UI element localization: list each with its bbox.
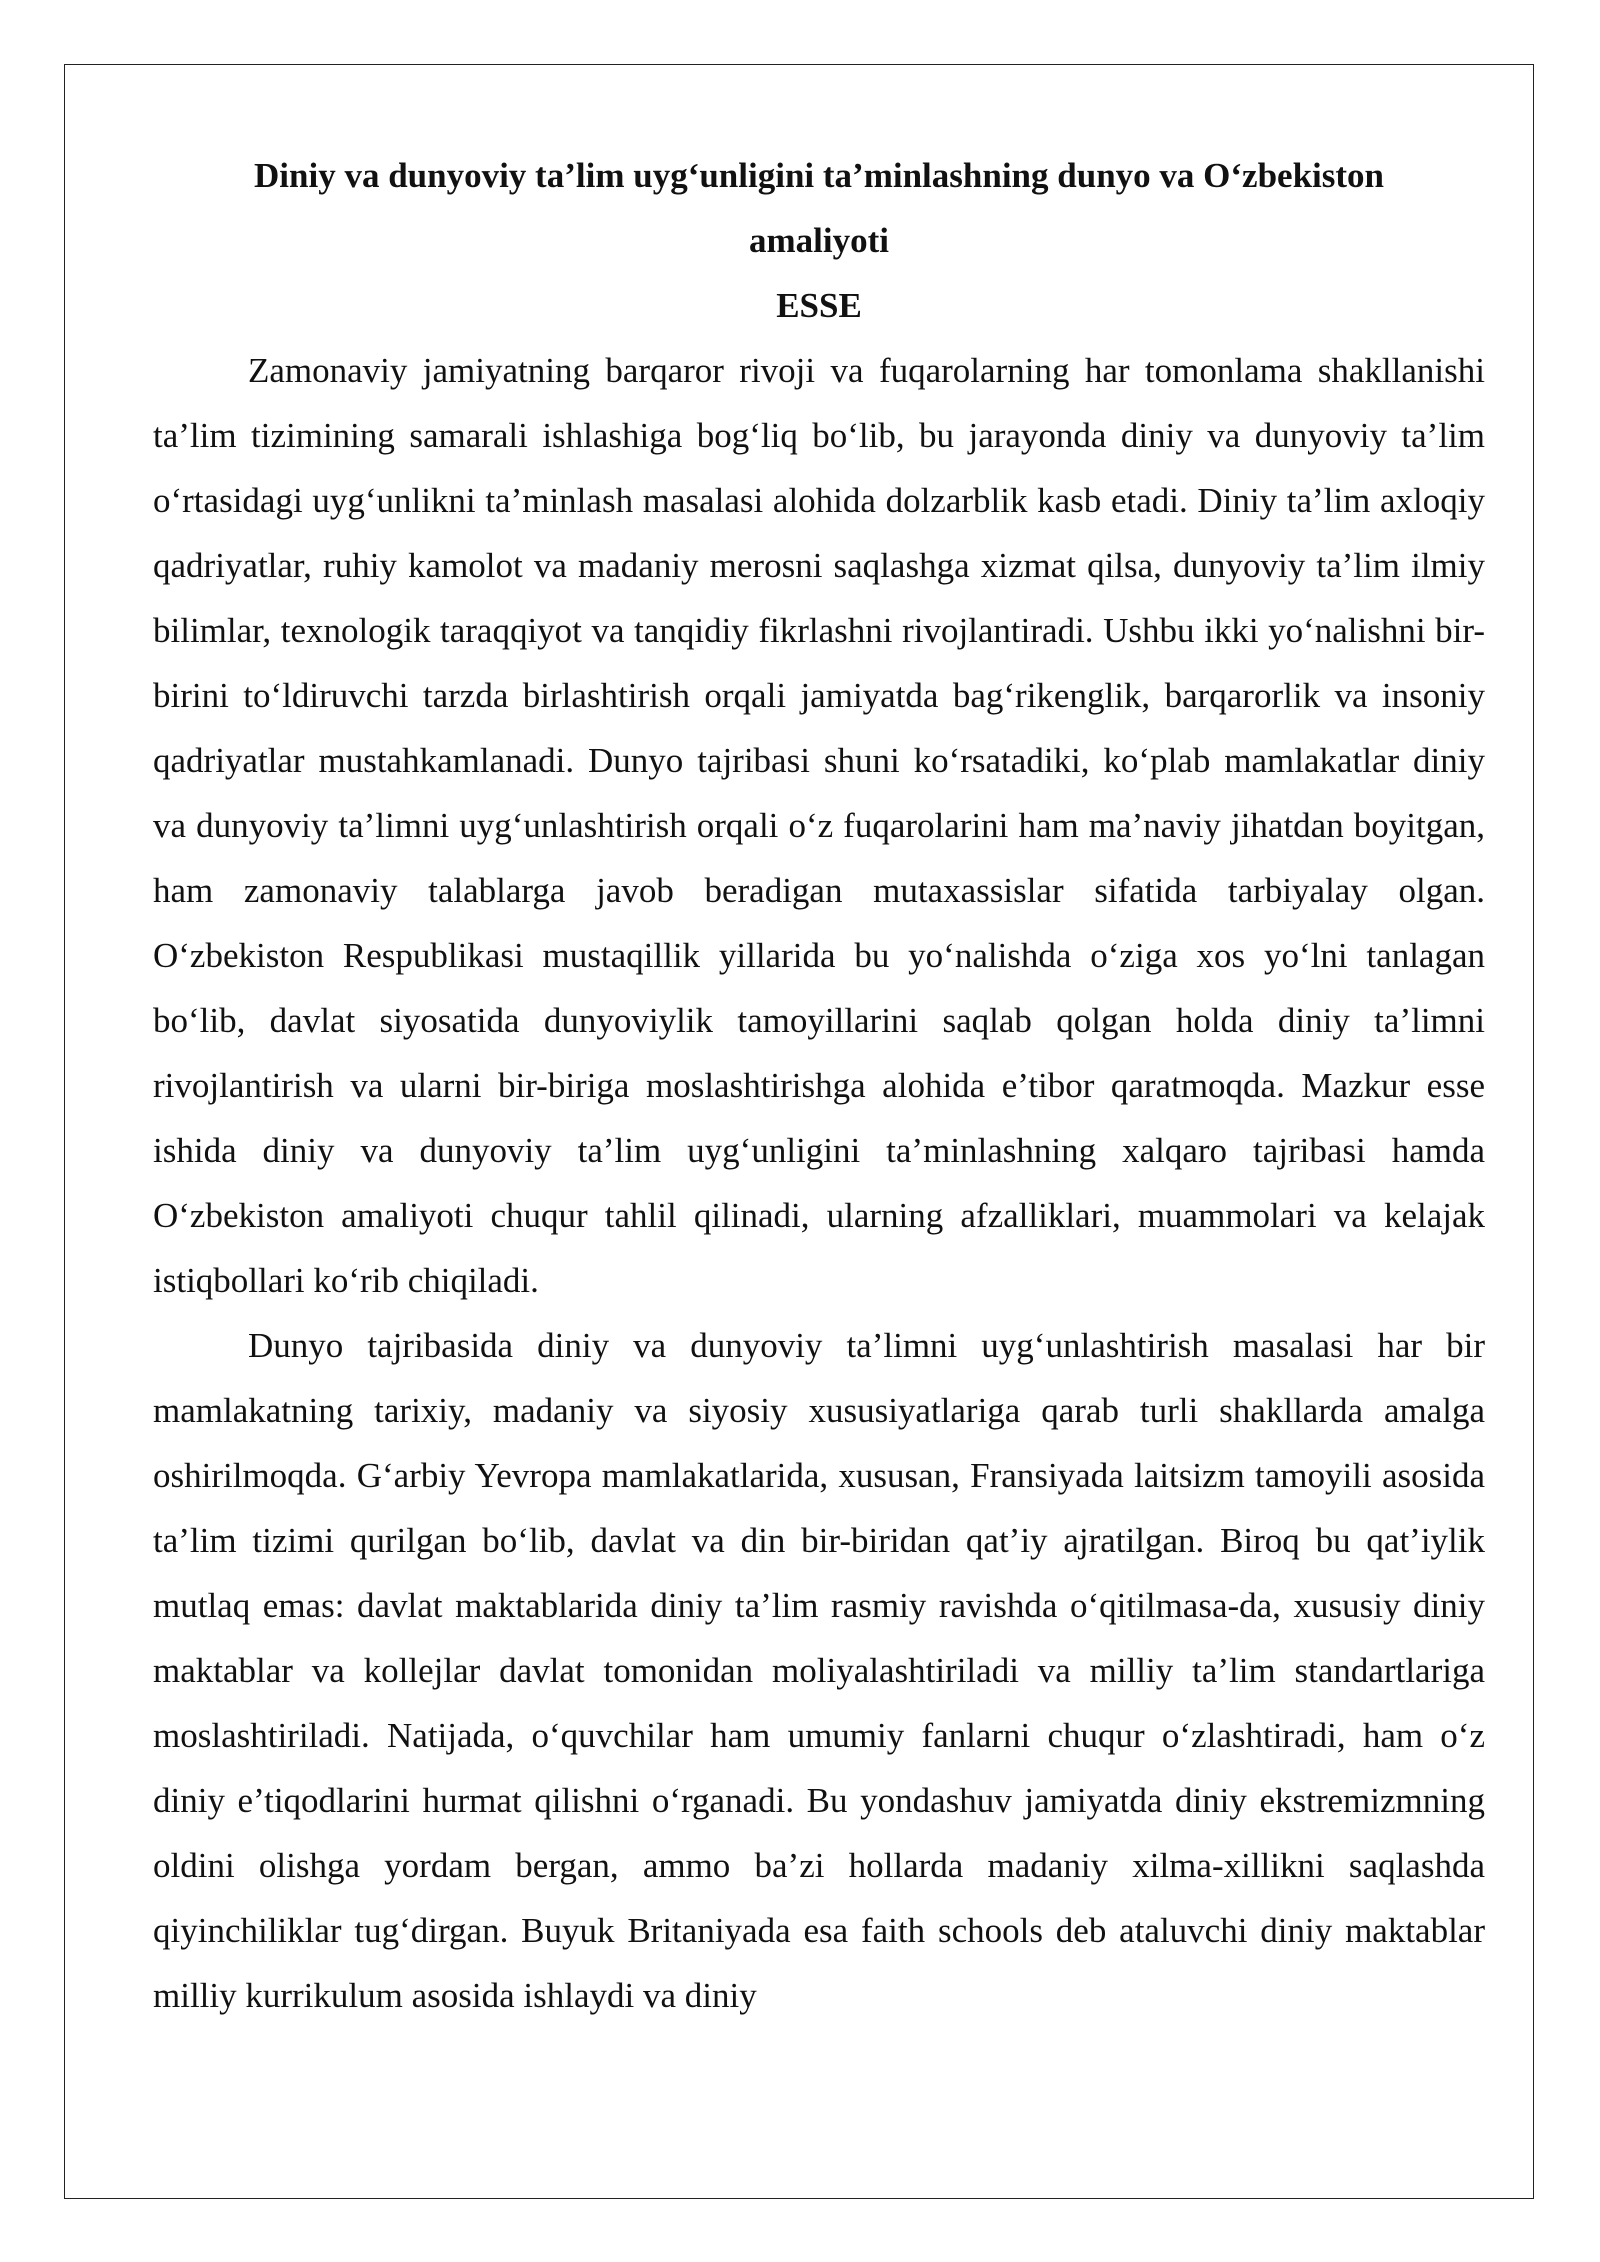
paragraph-intro: Zamonaviy jamiyatning barqaror rivoji va fuqarolarning har tomonlama shakllanishi ta’lim tizimining samarali ishlashiga bog‘liq bo‘lib, bu jarayonda diniy va dunyoviy ta’lim o‘rtasidagi uyg‘unlikni ta’minlash masalasi alohida dolzarblik kasb etadi. Diniy ta’lim axloqiy qadriyatlar, ruhiy kamolot va madaniy merosni saqlashga xizmat qilsa, dunyoviy ta’lim ilmiy bilimlar, texnologik taraqqiyot va tanqidiy fikrlashni rivojlantiradi. Ushbu ikki yo‘nalishni bir-birini to‘ldiruvchi tarzda birlashtirish orqali jamiyatda bag‘rikenglik, barqarorlik va insoniy qadriyatlar mustahkamlanadi. Dunyo tajribasi shuni ko‘rsatadiki, ko‘plab mamlakatlar diniy va dunyoviy ta’limni uyg‘unlashtirish orqali o‘z fuqarolarini ham ma’naviy jihatdan boyitgan, ham zamonaviy talablarga javob beradigan mutaxassislar sifatida tarbiyalay olgan. O‘zbekiston Respublikasi mustaqillik yillarida bu yo‘nalishda o‘ziga xos yo‘lni tanlagan bo‘lib, davlat siyosatida dunyoviylik tamoyillarini saqlab qolgan holda diniy ta’limni rivojlantirish va ularni bir-biriga moslashtirishga alohida e’tibor qaratmoqda. Mazkur esse ishida diniy va dunyoviy ta’lim uyg‘unligini ta’minlashning xalqaro tajribasi hamda O‘zbekiston amaliyoti chuqur tahlil qilinadi, ularning afzalliklari, muammolari va kelajak istiqbollari ko‘rib chiqiladi. — [153, 351, 1485, 1300]
document-title: Diniy va dunyoviy ta’lim uyg‘unligini ta’minlashning dunyo va O‘zbekiston amaliyoti — [254, 156, 1384, 260]
document-body — [153, 143, 1485, 2028]
document-subtitle: ESSE — [776, 286, 862, 325]
paragraph-world-experience: Dunyo tajribasida diniy va dunyoviy ta’limni uyg‘unlashtirish masalasi har bir mamlakatning tarixiy, madaniy va siyosiy xususiyatlariga qarab turli shakllarda amalga oshirilmoqda. G‘arbiy Yevropa mamlakatlarida, xususan, Fransiyada laitsizm tamoyili asosida ta’lim tizimi qurilgan bo‘lib, davlat va din bir-biridan qat’iy ajratilgan. Biroq bu qat’iylik mutlaq emas: davlat maktablarida diniy ta’lim rasmiy ravishda o‘qitilmasa-da, xususiy diniy maktablar va kollejlar davlat tomonidan moliyalashtiriladi va milliy ta’lim standartlariga moslashtiriladi. Natijada, o‘quvchilar ham umumiy fanlarni chuqur o‘zlashtiradi, ham o‘z diniy e’tiqodlarini hurmat qilishni o‘rganadi. Bu yondashuv jamiyatda diniy ekstremizmning oldini olishga yordam bergan, ammo ba’zi hollarda madaniy xilma-xillikni saqlashda qiyinchiliklar tug‘dirgan. Buyuk Britaniyada esa faith schools deb ataluvchi diniy maktablar milliy kurrikulum asosida ishlaydi va diniy — [153, 1326, 1485, 2015]
